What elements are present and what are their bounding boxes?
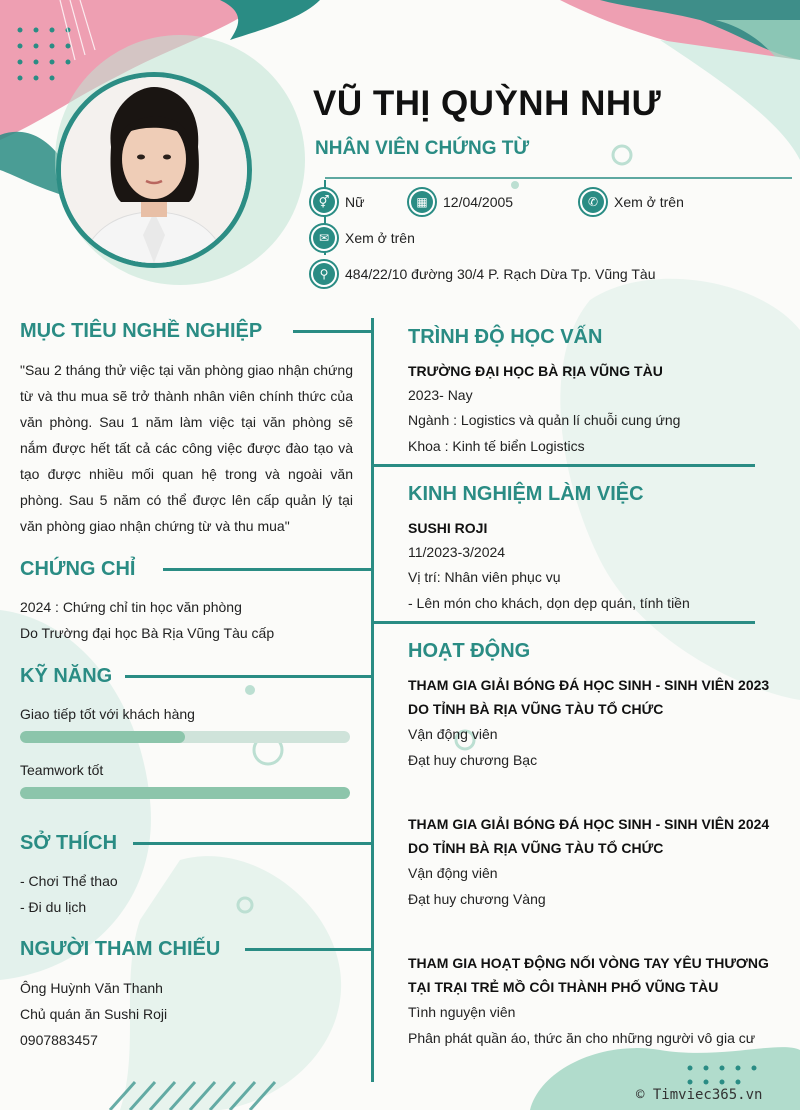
calendar-icon: ▦ (407, 187, 437, 217)
skill-label-2: Teamwork tốt (20, 762, 104, 778)
objective-heading-bar (293, 330, 371, 333)
hobbies-heading: SỞ THÍCH (20, 832, 118, 854)
activity-2-result: Đạt huy chương Vàng (408, 891, 546, 907)
reference-name: Ông Huỳnh Văn Thanh (20, 980, 163, 996)
reference-phone: 0907883457 (20, 1032, 98, 1048)
gender-info (309, 187, 364, 217)
hobby-item-1: - Chơi Thể thao (20, 873, 118, 889)
birthday-info (407, 187, 513, 217)
hobby-item-2: - Đi du lịch (20, 899, 87, 915)
experience-duty: - Lên món cho khách, dọn dẹp quán, tính tiền (408, 595, 690, 611)
birthday-value: 12/04/2005 (443, 194, 514, 210)
objective-text: "Sau 2 tháng thử việc tại văn phòng giao nhận chứng từ và thu mua sẽ trở thành nhân viên chính thức của văn phòng. Sau 1 năm làm việc tại văn phòng sẽ nắm được hết tất cả các công việc được đào tạo và tạo được nhiều mối quan hệ trong và ngoài văn phòng. Sau 5 năm có thể được lên cấp quản lý tại văn phòng giao nhận chứng từ và thu mua" (20, 362, 353, 534)
phone-icon: ✆ (578, 187, 608, 217)
activity-1-line1: THAM GIA GIẢI BÓNG ĐÁ HỌC SINH - SINH VIÊN 2023 (408, 677, 770, 693)
gender-icon: ⚥ (309, 187, 339, 217)
activity-2-line2: DO TỈNH BÀ RỊA VŨNG TÀU TỔ CHỨC (408, 840, 664, 856)
skill-bar-1 (20, 731, 350, 743)
activities-heading: HOẠT ĐỘNG (408, 640, 531, 662)
education-major: Ngành : Logistics và quản lí chuỗi cung ứng (408, 412, 681, 428)
activity-2-role: Vận động viên (408, 865, 498, 881)
certificate-line-1: 2024 : Chứng chỉ tin học văn phòng (20, 599, 242, 615)
references-heading-bar (245, 948, 371, 951)
email-info (309, 223, 415, 253)
activity-3-line1: THAM GIA HOẠT ĐỘNG NỐI VÒNG TAY YÊU THƯƠNG (408, 955, 769, 971)
reference-role: Chủ quán ăn Sushi Roji (20, 1006, 168, 1022)
job-title: NHÂN VIÊN CHỨNG TỪ (315, 138, 530, 159)
phone-info (578, 187, 684, 217)
education-period: 2023- Nay (408, 387, 473, 403)
objective-heading: MỤC TIÊU NGHỀ NGHIỆP (20, 320, 263, 342)
gender-value: Nữ (345, 194, 365, 210)
education-school: TRƯỜNG ĐẠI HỌC BÀ RỊA VŨNG TÀU (408, 363, 663, 379)
education-faculty: Khoa : Kinh tế biển Logistics (408, 438, 585, 454)
skill-fill-1 (20, 731, 185, 743)
activity-1-role: Vận động viên (408, 726, 498, 742)
phone-value: Xem ở trên (614, 194, 684, 210)
skill-label-1: Giao tiếp tốt với khách hàng (20, 706, 195, 722)
address-info (309, 259, 655, 289)
activity-2-line1: THAM GIA GIẢI BÓNG ĐÁ HỌC SINH - SINH VIÊN 2024 (408, 816, 770, 832)
experience-company: SUSHI ROJI (408, 520, 488, 536)
contact-lines (0, 0, 800, 300)
education-bottom-bar (374, 464, 755, 467)
skills-heading-bar (125, 675, 371, 678)
column-divider (371, 318, 374, 1082)
activity-3-line2: TẠI TRẠI TRẺ MỒ CÔI THÀNH PHỐ VŨNG TÀU (408, 979, 719, 995)
skill-bar-2 (20, 787, 350, 799)
experience-period: 11/2023-3/2024 (408, 544, 506, 560)
activity-3-role: Tình nguyện viên (408, 1004, 516, 1020)
certificate-line-2: Do Trường đại học Bà Rịa Vũng Tàu cấp (20, 625, 275, 641)
certificates-heading: CHỨNG CHỈ (20, 558, 136, 580)
activity-3-result: Phân phát quần áo, thức ăn cho những người vô gia cư (408, 1030, 756, 1046)
skill-fill-2 (20, 787, 350, 799)
hobbies-heading-bar (133, 842, 371, 845)
experience-bottom-bar (374, 621, 755, 624)
activity-1-result: Đạt huy chương Bạc (408, 752, 538, 768)
candidate-name: VŨ THỊ QUỲNH NHƯ (313, 84, 662, 123)
email-value: Xem ở trên (345, 230, 415, 246)
experience-heading: KINH NGHIỆM LÀM VIỆC (408, 483, 644, 505)
experience-position: Vị trí: Nhân viên phục vụ (408, 569, 561, 585)
education-heading: TRÌNH ĐỘ HỌC VẤN (408, 326, 603, 348)
certificates-heading-bar (163, 568, 371, 571)
activity-1-line2: DO TỈNH BÀ RỊA VŨNG TÀU TỔ CHỨC (408, 701, 664, 717)
skills-heading: KỸ NĂNG (20, 665, 113, 687)
email-icon: ✉ (309, 223, 339, 253)
references-heading: NGƯỜI THAM CHIẾU (20, 938, 221, 960)
address-value: 484/22/10 đường 30/4 P. Rạch Dừa Tp. Vũng Tàu (345, 266, 656, 282)
location-icon: ⚲ (309, 259, 339, 289)
watermark: © Timviec365.vn (636, 1087, 763, 1103)
